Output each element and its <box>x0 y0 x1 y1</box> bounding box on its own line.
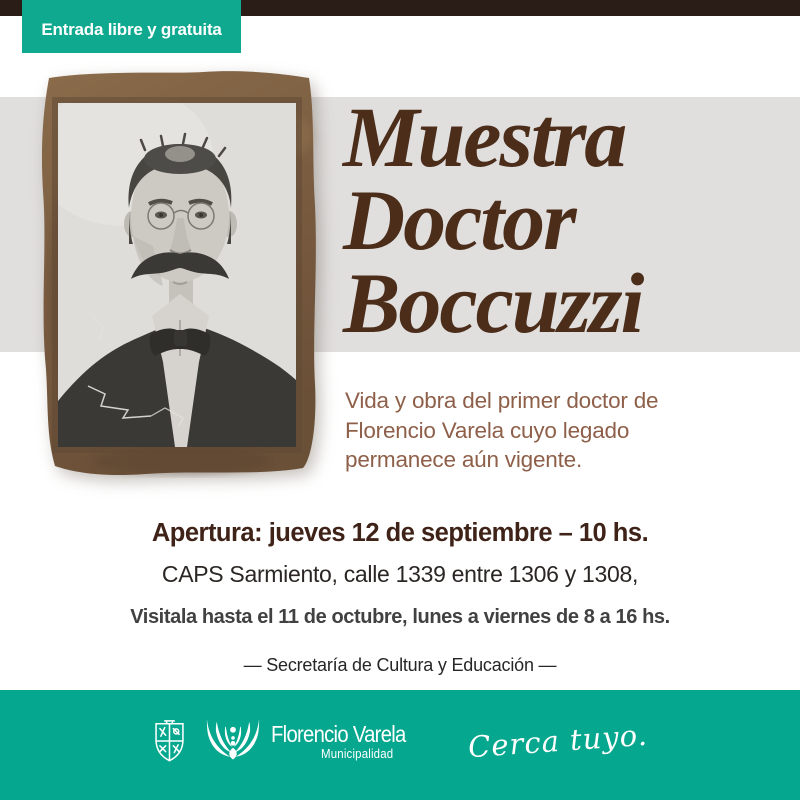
framed-portrait-illustration <box>33 66 323 480</box>
event-description-line: permanece aún vigente. <box>345 447 583 472</box>
municipality-wordmark <box>271 722 406 761</box>
event-title <box>343 89 643 351</box>
varela-v-icon <box>206 719 260 764</box>
visiting-hours-line: Visitala hasta el 11 de octubre, lunes a viernes de 8 a 16 hs. <box>130 606 670 628</box>
event-title-line: Doctor <box>343 172 575 268</box>
coat-of-arms-icon <box>152 717 187 765</box>
event-description <box>345 386 658 475</box>
footer-logo-row <box>152 717 648 765</box>
opening-date-line: Apertura: jueves 12 de septiembre – 10 hs. <box>151 519 649 547</box>
event-title-line: Boccuzzi <box>343 255 643 351</box>
free-entry-badge <box>22 0 241 53</box>
municipality-name: Florencio Varela <box>271 720 406 747</box>
footer-band <box>0 690 800 800</box>
event-description-line: Vida y obra del primer doctor de <box>345 388 659 413</box>
organizer-line: — Secretaría de Cultura y Educación — <box>243 655 557 675</box>
doctor-portrait-photo <box>33 66 323 480</box>
venue-address-line: CAPS Sarmiento, calle 1339 entre 1306 y 1308, <box>161 561 639 587</box>
event-title-line: Muestra <box>343 89 626 185</box>
free-entry-badge-label: Entrada libre y gratuita <box>41 20 222 39</box>
slogan-script: Cerca tuyo. <box>467 717 649 765</box>
municipality-subtitle: Municipalidad <box>321 745 394 761</box>
event-description-line: Florencio Varela cuyo legado <box>345 417 630 443</box>
